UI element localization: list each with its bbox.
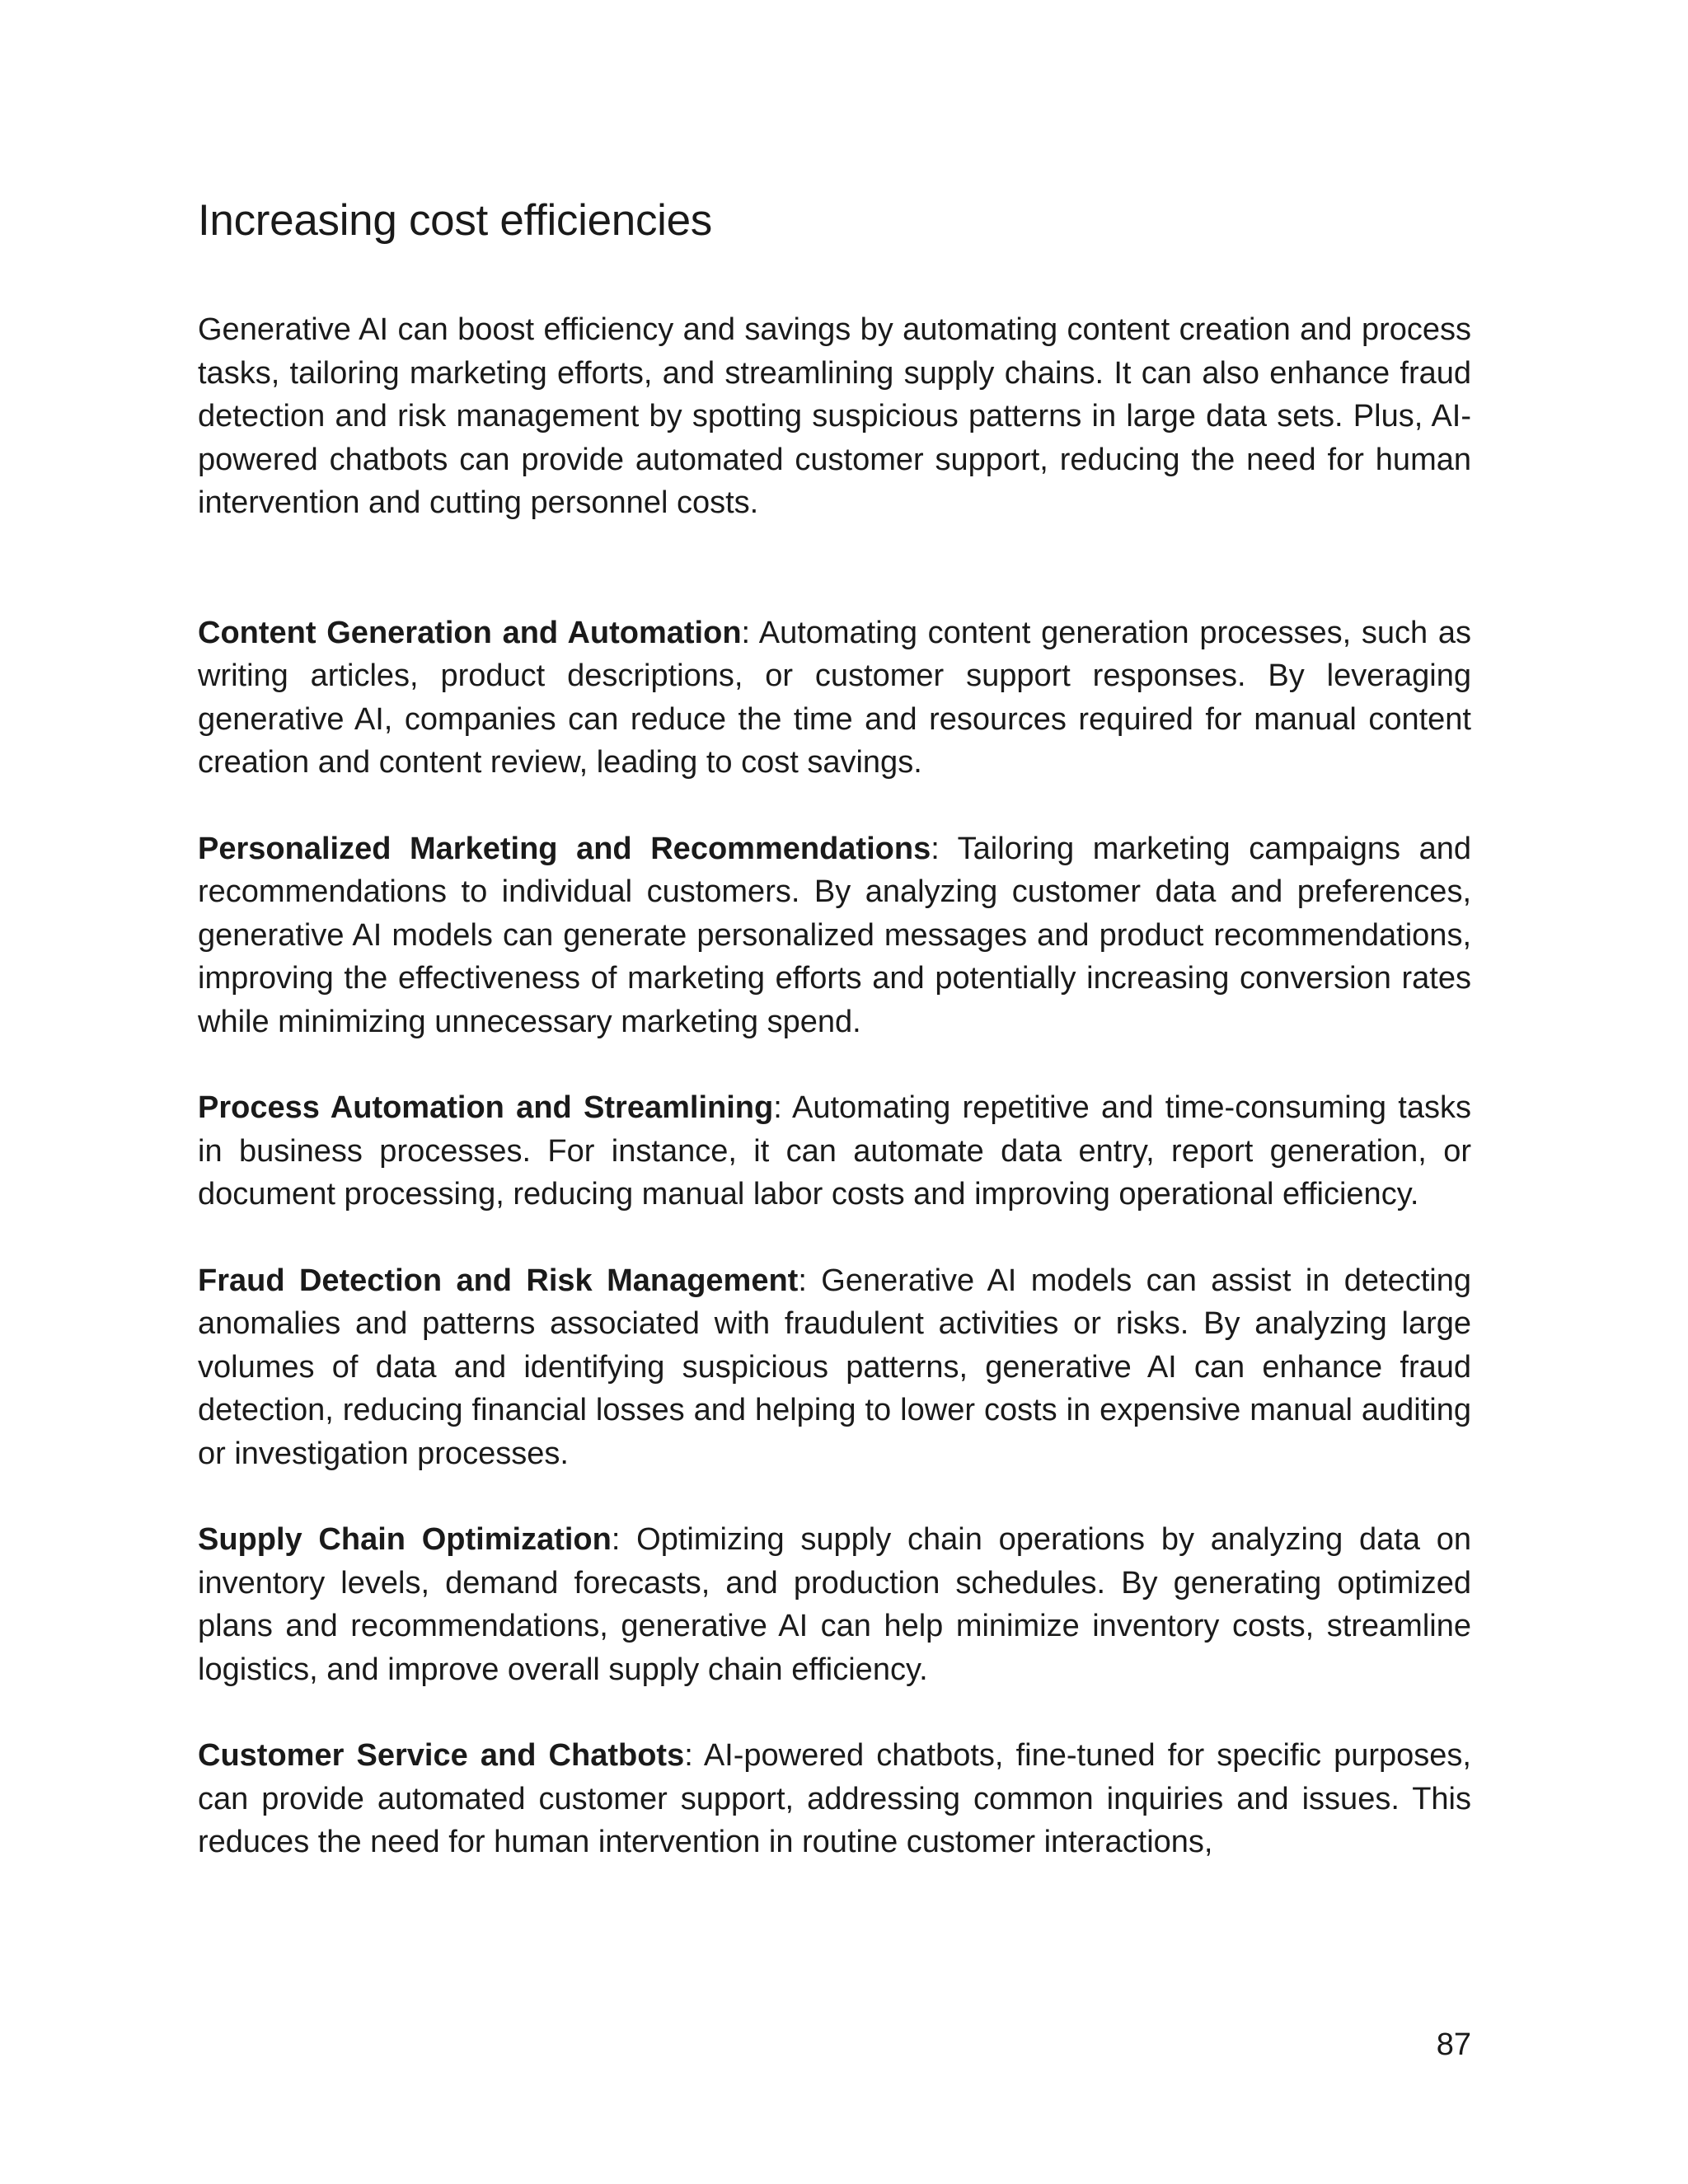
benefit-separator: : — [773, 1090, 782, 1125]
benefit-item-content-generation — [198, 612, 1471, 785]
benefit-list — [198, 612, 1471, 1864]
benefit-item-process-automation — [198, 1086, 1471, 1216]
benefit-term: Personalized Marketing and Recommendations — [198, 831, 931, 866]
benefit-item-customer-service — [198, 1734, 1471, 1864]
benefit-description: AI-powered chatbots, fine-tuned for specific purposes, can provide automated customer support, addressing common inquiries and issues. This reduces the need for human intervention in routine customer interactions, — [198, 1738, 1471, 1859]
benefit-description: Generative AI models can assist in detecting anomalies and patterns associated with fraudulent activities or risks. By analyzing large volumes of data and identifying suspicious patterns, generative AI can enhance fraud detection, reducing financial losses and helping to lower costs in expensive manual auditing or investigation processes. — [198, 1263, 1472, 1471]
benefit-separator: : — [741, 615, 751, 650]
benefit-description: Tailoring marketing campaigns and recommendations to individual customers. By analyzing customer data and preferences, generative AI models can generate personalized messages and product recommendations, improving the effectiveness of marketing efforts and potentially increasing conversion rates while minimizing unnecessary marketing spend. — [198, 831, 1471, 1039]
page-content — [198, 191, 1471, 1907]
benefit-term: Supply Chain Optimization — [198, 1522, 612, 1557]
benefit-term: Fraud Detection and Risk Management — [198, 1263, 799, 1298]
benefit-description: Automating repetitive and time-consuming tasks in business processes. For instance, it can automate data entry, report generation, or document processing, reducing manual labor costs and improving operational efficiency. — [198, 1090, 1471, 1212]
benefit-description: Optimizing supply chain operations by analyzing data on inventory levels, demand forecasts, and production schedules. By generating optimized plans and recommendations, generative AI can help minimize inventory costs, streamline logistics, and improve overall supply chain efficiency. — [198, 1522, 1471, 1687]
benefit-item-fraud-detection — [198, 1259, 1471, 1476]
benefit-term: Customer Service and Chatbots — [198, 1738, 685, 1773]
page-number: 87 — [1436, 2027, 1471, 2062]
intro-paragraph: Generative AI can boost efficiency and savings by automating content creation and process tasks, tailoring marketing efforts, and streamlining supply chains. It can also enhance fraud detection and risk management by spotting suspicious patterns in large data sets. Plus, AI-powered chatbots can provide automated customer support, reducing the need for human intervention and cutting personnel costs. — [198, 312, 1471, 520]
benefit-term: Content Generation and Automation — [198, 615, 742, 650]
benefit-term: Process Automation and Streamlining — [198, 1090, 774, 1125]
benefit-item-supply-chain — [198, 1518, 1471, 1691]
benefit-separator: : — [798, 1263, 807, 1298]
benefit-description: Automating content generation processes, such as writing articles, product descriptions, or customer support responses. By leveraging generative AI, companies can reduce the time and resources required for manual content creation and content review, leading to cost savings. — [198, 615, 1471, 780]
benefit-item-personalized-marketing — [198, 827, 1471, 1044]
section-title: Increasing cost efficiencies — [198, 196, 713, 245]
benefit-separator: : — [931, 831, 940, 866]
benefit-separator: : — [684, 1738, 693, 1773]
benefit-separator: : — [611, 1522, 621, 1557]
